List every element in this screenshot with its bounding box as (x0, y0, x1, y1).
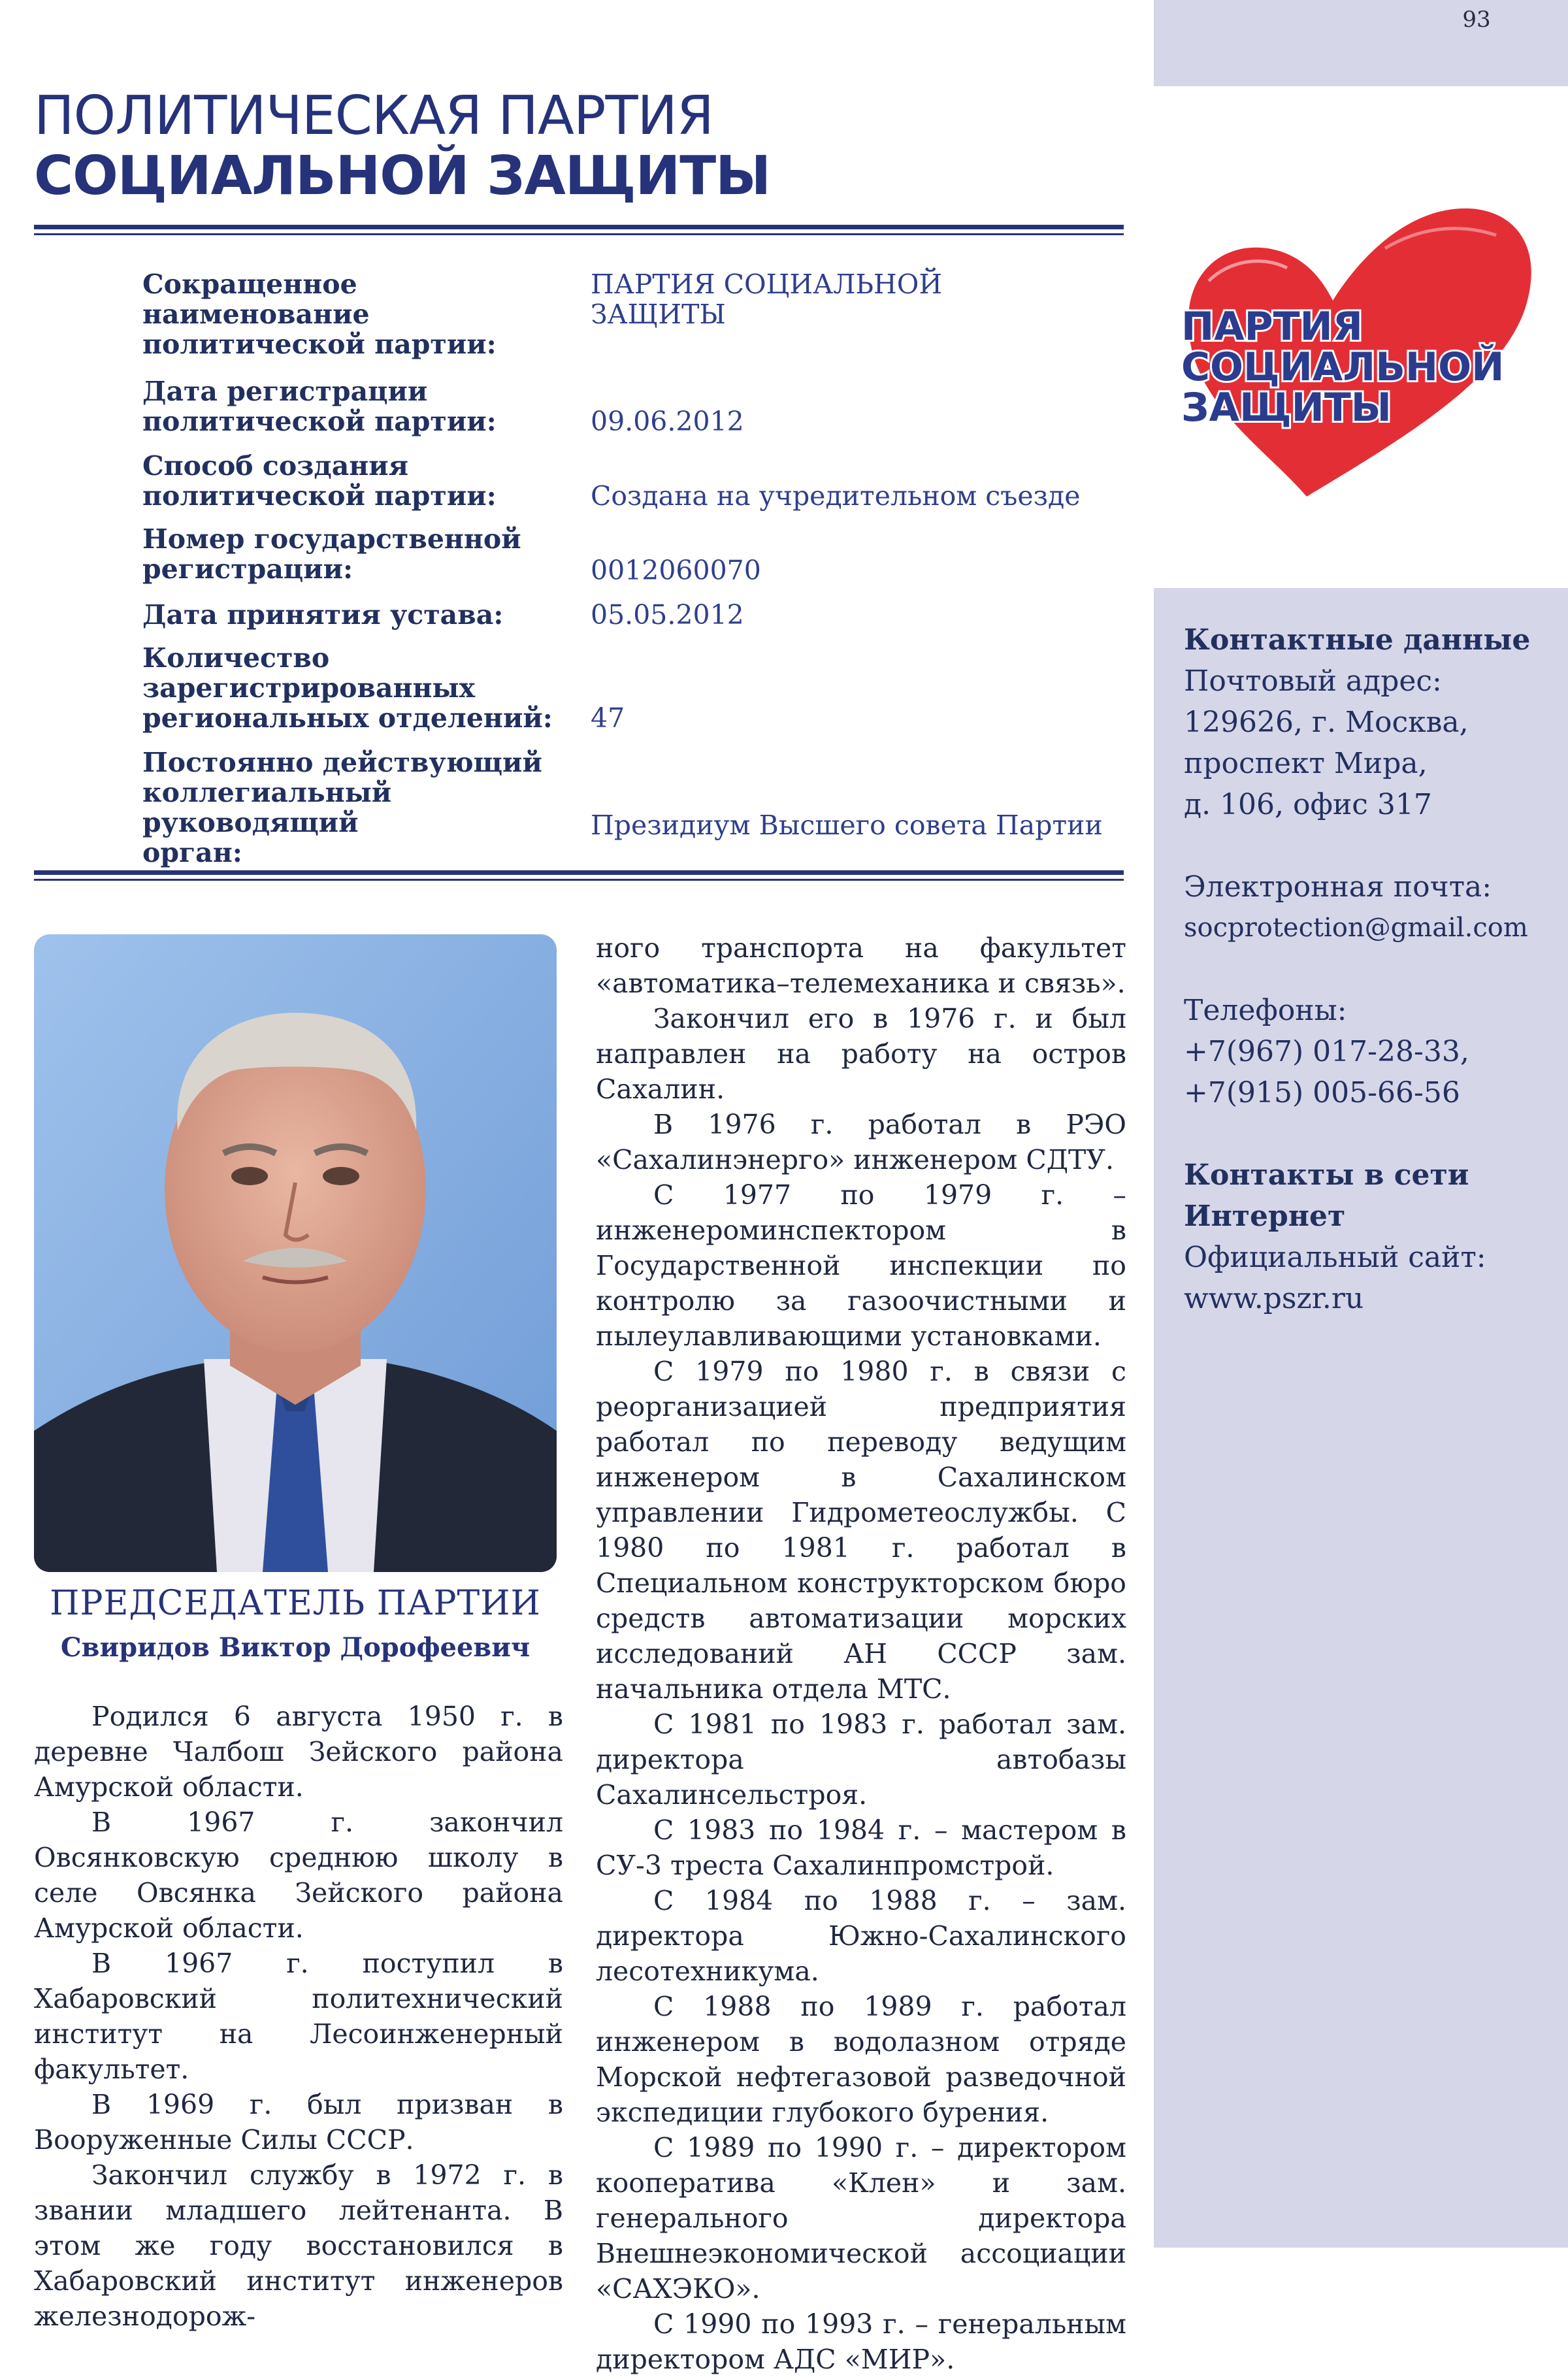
contacts-block (1184, 619, 1550, 1319)
party-logo (1169, 189, 1548, 503)
chairman-portrait (34, 934, 557, 1572)
phones-label: Телефоны: (1184, 994, 1347, 1027)
table-rule-thin (34, 879, 1124, 881)
short-name-label: Сокращенное наименование политической партии: (142, 269, 497, 360)
creation-method-label: Способ создания политической партии: (142, 450, 497, 512)
charter-date-label: Дата принятия устава: (142, 599, 504, 631)
registration-date-label: Дата регистрации политической партии: (142, 376, 497, 437)
phone-1: +7(967) 017-28-33, (1184, 1035, 1469, 1068)
bio-paragraph: С 1989 по 1990 г. – директором кооператива «Клен» и зам. генерального директора Внешнеэкономической ассоциации «САХЭКО». (596, 2132, 1126, 2304)
bio-paragraph: В 1969 г. был призван в Вооруженные Силы СССР. (34, 2089, 563, 2156)
bio-paragraph: Закончил его в 1976 г. и был направлен на работу на остров Сахалин. (596, 1003, 1126, 1105)
regional-branches-label: Количество зарегистрированных региональных отделений: (142, 642, 553, 734)
phone-2: +7(915) 005-66-56 (1184, 1076, 1460, 1109)
postal-line-3: д. 106, офис 317 (1184, 788, 1432, 821)
email-label: Электронная почта: (1184, 870, 1492, 904)
biography-column-right (596, 930, 1126, 2377)
creation-method-value: Создана на учредительном съезде (591, 480, 1081, 512)
charter-date-value: 05.05.2012 (591, 599, 744, 631)
short-name-value: ПАРТИЯ СОЦИАЛЬНОЙ ЗАЩИТЫ (591, 269, 943, 330)
bio-paragraph: С 1983 по 1984 г. – мастером в СУ-3 треста Сахалинпромстрой. (596, 1814, 1126, 1881)
site-label: Официальный сайт: (1184, 1241, 1486, 1274)
registration-number-label: Номер государственной регистрации: (142, 523, 521, 585)
email-link[interactable]: socprotection@gmail.com (1184, 913, 1528, 943)
internet-heading-line-1: Контакты в сети (1184, 1158, 1469, 1192)
governing-body-value: Президиум Высшего совета Партии (591, 810, 1103, 841)
logo-text-line-3: ЗАЩИТЫ (1181, 385, 1392, 431)
page-number: 93 (1462, 7, 1491, 33)
bio-paragraph: С 1981 по 1983 г. работал зам. директора автобазы Сахалинсельстроя. (596, 1709, 1126, 1811)
bio-paragraph: С 1979 по 1980 г. в связи с реорганизацией предприятия работал по переводу ведущим инженером в Сахалинском управлении Гидрометеослужбы. С 1980 по 1981 г. работал в Специальном конструкторском бюро средств автоматизации морских исследований АН СССР зам. начальника отдела МТС. (596, 1356, 1126, 1705)
title-rule-thin (34, 233, 1124, 235)
registration-number-value: 0012060070 (591, 555, 761, 586)
contacts-heading: Контактные данные (1184, 623, 1531, 657)
postal-line-1: 129626, г. Москва, (1184, 706, 1469, 739)
chairman-name: Свиридов Виктор Дорофеевич (60, 1632, 531, 1663)
bio-paragraph: С 1990 по 1993 г. – генеральным директором АДС «МИР». (596, 2308, 1126, 2375)
governing-body-label: Постоянно действующий коллегиальный руководящий орган: (142, 747, 542, 868)
bio-paragraph: Закончил службу в 1972 г. в звании младшего лейтенанта. В этом же году восстановился в Хабаровский институт инженеров железнодорож- (34, 2159, 563, 2332)
postal-line-2: проспект Мира, (1184, 747, 1428, 780)
page-title-line-2: СОЦИАЛЬНОЙ ЗАЩИТЫ (34, 145, 771, 207)
biography-column-left (34, 1699, 563, 2334)
bio-paragraph: В 1976 г. работал в РЭО «Сахалинэнерго» инженером СДТУ. (596, 1109, 1126, 1175)
table-rule-thick (34, 870, 1124, 875)
bio-paragraph: С 1977 по 1979 г. – инженероминспектором в Государственной инспекции по контролю за газоочистными и пылеулавливающими установками. (596, 1179, 1126, 1352)
bio-paragraph-continuation: ного транспорта на факультет «автоматика–телемеханика и связь». (596, 932, 1126, 999)
sidebar-header-band (1154, 0, 1568, 86)
regional-branches-value: 47 (591, 702, 625, 734)
title-rule-thick (34, 225, 1124, 229)
bio-paragraph: С 1988 по 1989 г. работал инженером в водолазном отряде Морской нефтегазовой разведочной экспедиции глубокого бурения. (596, 1991, 1126, 2128)
bio-paragraph: В 1967 г. поступил в Хабаровский политехнический институт на Лесоинженерный факультет. (34, 1948, 563, 2085)
registration-date-value: 09.06.2012 (591, 406, 744, 437)
bio-paragraph: С 1984 по 1988 г. – зам. директора Южно-Сахалинского лесотехникума. (596, 1885, 1126, 1987)
logo-text-line-1: ПАРТИЯ (1181, 304, 1363, 350)
bio-paragraph: В 1967 г. закончил Овсянковскую среднюю школу в селе Овсянка Зейского района Амурской области. (34, 1807, 563, 1944)
postal-label: Почтовый адрес: (1184, 664, 1442, 698)
page-title-line-1: ПОЛИТИЧЕСКАЯ ПАРТИЯ (34, 85, 713, 147)
website-link[interactable]: www.pszr.ru (1184, 1282, 1364, 1315)
heart-icon (1169, 189, 1548, 503)
bio-paragraph: Родился 6 августа 1950 г. в деревне Чалбош Зейского района Амурской области. (34, 1701, 563, 1803)
internet-heading-line-2: Интернет (1184, 1200, 1346, 1233)
chairman-title: ПРЕДСЕДАТЕЛЬ ПАРТИИ (50, 1584, 541, 1623)
logo-text-line-2: СОЦИАЛЬНОЙ (1181, 344, 1505, 390)
